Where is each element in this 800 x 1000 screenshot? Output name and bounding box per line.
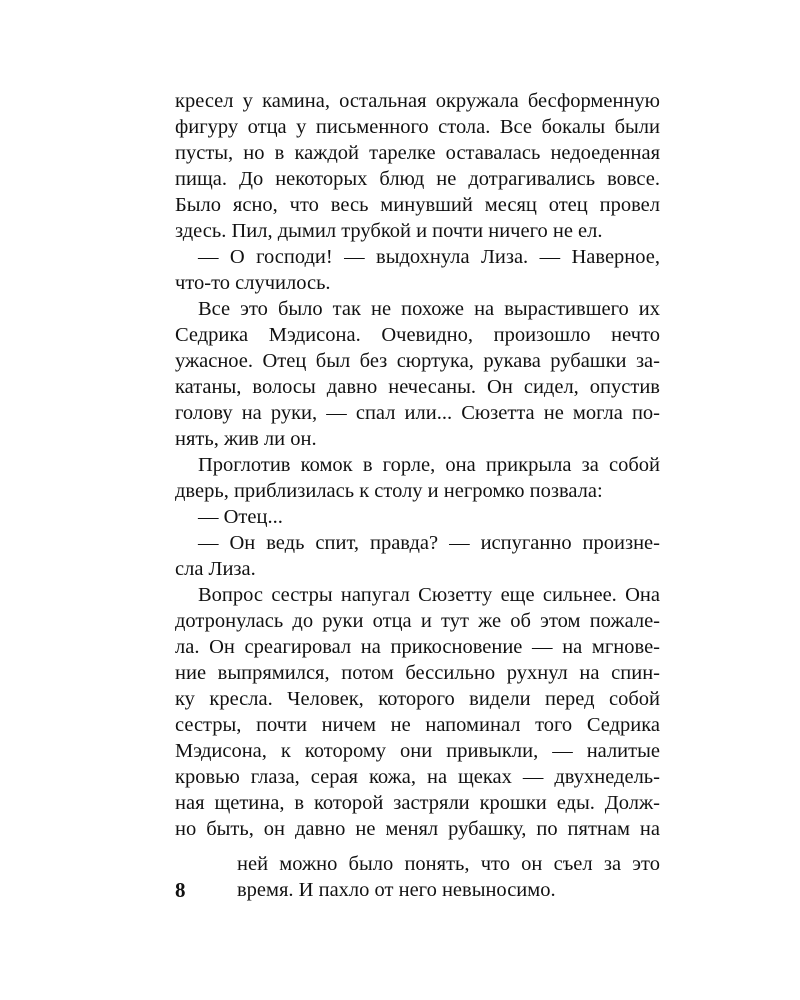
text-line: ная щетина, в которой застряли крошки еды. Долж- bbox=[175, 792, 660, 814]
text-line: ла. Он среагировал на прикосновение — на мгнове- bbox=[175, 636, 660, 658]
text-line: — Он ведь спит, правда? — испуганно произне- bbox=[198, 532, 660, 554]
text-line: кресел у камина, остальная окружала бесформенную bbox=[175, 90, 660, 112]
text-line: здесь. Пил, дымил трубкой и почти ничего не ел. bbox=[175, 220, 603, 242]
text-line: голову на руки, — спал или... Сюзетта не могла по- bbox=[175, 402, 660, 424]
text-line: сла Лиза. bbox=[175, 558, 256, 580]
text-line: время. И пахло от него невыносимо. bbox=[237, 879, 556, 901]
text-line: ние выпрямился, потом бессильно рухнул на спин- bbox=[175, 662, 660, 684]
text-line: пища. До некоторых блюд не дотрагивались вовсе. bbox=[175, 168, 660, 190]
text-line: фигуру отца у письменного стола. Все бокалы были bbox=[175, 116, 660, 138]
text-line: ней можно было понять, что он съел за это bbox=[237, 853, 660, 875]
text-line: сестры, почти ничем не напоминал того Седрика bbox=[175, 714, 660, 736]
text-line: что-то случилось. bbox=[175, 272, 331, 294]
text-line: Было ясно, что весь минувший месяц отец провел bbox=[175, 194, 660, 216]
page-number: 8 bbox=[175, 878, 186, 902]
text-line: Мэдисона, к которому они привыкли, — налитые bbox=[175, 740, 660, 762]
text-line: дверь, приблизилась к столу и негромко позвала: bbox=[175, 480, 603, 502]
text-line: Все это было так не похоже на вырастившего их bbox=[198, 298, 660, 320]
text-line: — О господи! — выдохнула Лиза. — Наверное, bbox=[198, 246, 660, 268]
text-line: ку кресла. Человек, которого видели перед собой bbox=[175, 688, 660, 710]
text-line: ужасное. Отец был без сюртука, рукава рубашки за- bbox=[175, 350, 660, 372]
text-line: Седрика Мэдисона. Очевидно, произошло нечто bbox=[175, 324, 660, 346]
text-line: Вопрос сестры напугал Сюзетту еще сильнее. Она bbox=[198, 584, 660, 606]
text-line: катаны, волосы давно нечесаны. Он сидел, опустив bbox=[175, 376, 660, 398]
text-line: Проглотив комок в горле, она прикрыла за собой bbox=[198, 454, 660, 476]
text-line: дотронулась до руки отца и тут же об этом пожале- bbox=[175, 610, 660, 632]
text-line: — Отец... bbox=[198, 506, 283, 528]
text-line: пусты, но в каждой тарелке оставалась недоеденная bbox=[175, 142, 660, 164]
text-line: нять, жив ли он. bbox=[175, 428, 317, 450]
text-line: кровью глаза, серая кожа, на щеках — двухнедель- bbox=[175, 766, 660, 788]
text-line: но быть, он давно не менял рубашку, по пятнам на bbox=[175, 818, 660, 840]
